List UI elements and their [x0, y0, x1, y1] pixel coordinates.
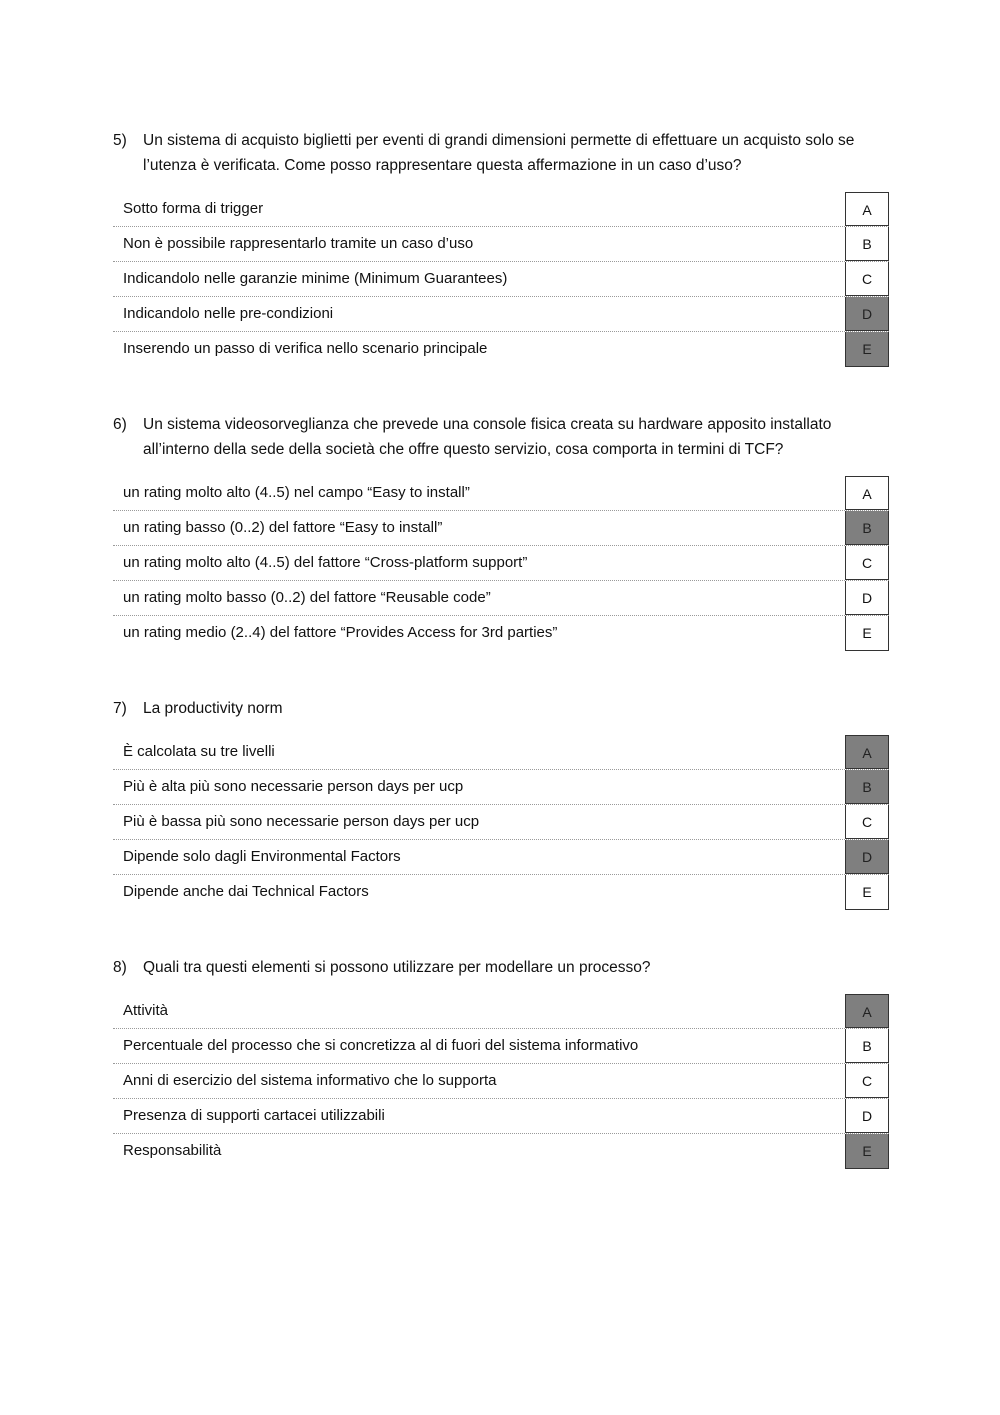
- answer-letter[interactable]: C: [845, 1064, 889, 1098]
- question-text: Un sistema di acquisto biglietti per eventi di grandi dimensioni permette di effettuare un acquisto solo se l’utenza è verificata. Come posso rappresentare questa affermazione in un caso d’uso?: [143, 132, 855, 174]
- answer-option-c: [113, 262, 889, 297]
- answer-letter[interactable]: C: [845, 805, 889, 839]
- answer-letter[interactable]: C: [845, 262, 889, 296]
- answer-letter[interactable]: B: [845, 1029, 889, 1063]
- answer-option-text: un rating basso (0..2) del fattore “Easy to install”: [123, 519, 443, 536]
- answer-option-text: Più è alta più sono necessarie person days per ucp: [123, 778, 464, 795]
- answer-letter[interactable]: C: [845, 546, 889, 580]
- answer-option-text: Dipende anche dai Technical Factors: [123, 883, 369, 900]
- question-8: [113, 955, 889, 1169]
- answer-option-text: Percentuale del processo che si concretizza al di fuori del sistema informativo: [123, 1037, 639, 1054]
- answer-option-text: Indicandolo nelle pre-condizioni: [123, 305, 334, 322]
- answer-letter[interactable]: A: [845, 476, 889, 510]
- question-text: Quali tra questi elementi si possono utilizzare per modellare un processo?: [143, 959, 651, 976]
- answer-option-b: [113, 770, 889, 805]
- answer-letter[interactable]: E: [845, 616, 889, 651]
- answer-option-a: [113, 476, 889, 511]
- answer-option-b: [113, 511, 889, 546]
- question-prompt: [113, 955, 889, 980]
- answer-letter[interactable]: D: [845, 1099, 889, 1133]
- question-6: [113, 412, 889, 651]
- question-text: La productivity norm: [143, 700, 283, 717]
- answer-option-e: [113, 1134, 889, 1169]
- answer-option-text: un rating molto alto (4..5) nel campo “Easy to install”: [123, 484, 470, 501]
- question-prompt: [113, 412, 889, 462]
- question-number: 8): [113, 959, 127, 976]
- answer-letter[interactable]: B: [845, 227, 889, 261]
- answer-option-d: [113, 297, 889, 332]
- answer-option-text: Più è bassa più sono necessarie person days per ucp: [123, 813, 480, 830]
- answer-option-d: [113, 840, 889, 875]
- answer-letter[interactable]: D: [845, 581, 889, 615]
- answer-table: [113, 192, 889, 367]
- answer-option-b: [113, 227, 889, 262]
- answer-option-text: Inserendo un passo di verifica nello scenario principale: [123, 340, 488, 357]
- answer-letter-marked[interactable]: A: [845, 994, 889, 1028]
- answer-option-a: [113, 192, 889, 227]
- answer-table: [113, 476, 889, 651]
- answer-option-e: [113, 616, 889, 651]
- answer-option-e: [113, 875, 889, 910]
- answer-option-text: Indicandolo nelle garanzie minime (Minimum Guarantees): [123, 270, 508, 287]
- answer-letter[interactable]: E: [845, 875, 889, 910]
- question-5: [113, 128, 889, 367]
- answer-option-c: [113, 1064, 889, 1099]
- question-number: 7): [113, 700, 127, 717]
- answer-letter-marked[interactable]: D: [845, 840, 889, 874]
- answer-option-text: un rating molto alto (4..5) del fattore “Cross-platform support”: [123, 554, 528, 571]
- answer-letter-marked[interactable]: D: [845, 297, 889, 331]
- question-prompt: [113, 696, 889, 721]
- answer-option-text: Presenza di supporti cartacei utilizzabili: [123, 1107, 385, 1124]
- answer-letter[interactable]: A: [845, 192, 889, 226]
- question-number: 5): [113, 132, 127, 149]
- answer-letter-marked[interactable]: E: [845, 1134, 889, 1169]
- answer-option-c: [113, 805, 889, 840]
- answer-table: [113, 994, 889, 1169]
- question-7: [113, 696, 889, 910]
- answer-letter-marked[interactable]: B: [845, 770, 889, 804]
- answer-option-b: [113, 1029, 889, 1064]
- answer-option-c: [113, 546, 889, 581]
- answer-option-d: [113, 581, 889, 616]
- answer-option-text: Responsabilità: [123, 1142, 222, 1159]
- question-text: Un sistema videosorveglianza che prevede una console fisica creata su hardware apposito installato all’interno della sede della società che offre questo servizio, cosa comporta in termini di TCF?: [143, 416, 832, 458]
- answer-option-text: Attività: [123, 1002, 169, 1019]
- answer-option-text: un rating molto basso (0..2) del fattore “Reusable code”: [123, 589, 491, 606]
- answer-option-a: [113, 735, 889, 770]
- answer-letter-marked[interactable]: E: [845, 332, 889, 367]
- answer-option-text: Sotto forma di trigger: [123, 200, 264, 217]
- question-prompt: [113, 128, 889, 178]
- answer-option-text: Dipende solo dagli Environmental Factors: [123, 848, 401, 865]
- answer-option-e: [113, 332, 889, 367]
- answer-option-text: un rating medio (2..4) del fattore “Provides Access for 3rd parties”: [123, 624, 558, 641]
- answer-table: [113, 735, 889, 910]
- question-number: 6): [113, 416, 127, 433]
- answer-option-a: [113, 994, 889, 1029]
- answer-option-d: [113, 1099, 889, 1134]
- answer-option-text: Anni di esercizio del sistema informativo che lo supporta: [123, 1072, 497, 1089]
- answer-option-text: È calcolata su tre livelli: [123, 743, 275, 760]
- answer-letter-marked[interactable]: A: [845, 735, 889, 769]
- answer-letter-marked[interactable]: B: [845, 511, 889, 545]
- answer-option-text: Non è possibile rappresentarlo tramite un caso d’uso: [123, 235, 474, 252]
